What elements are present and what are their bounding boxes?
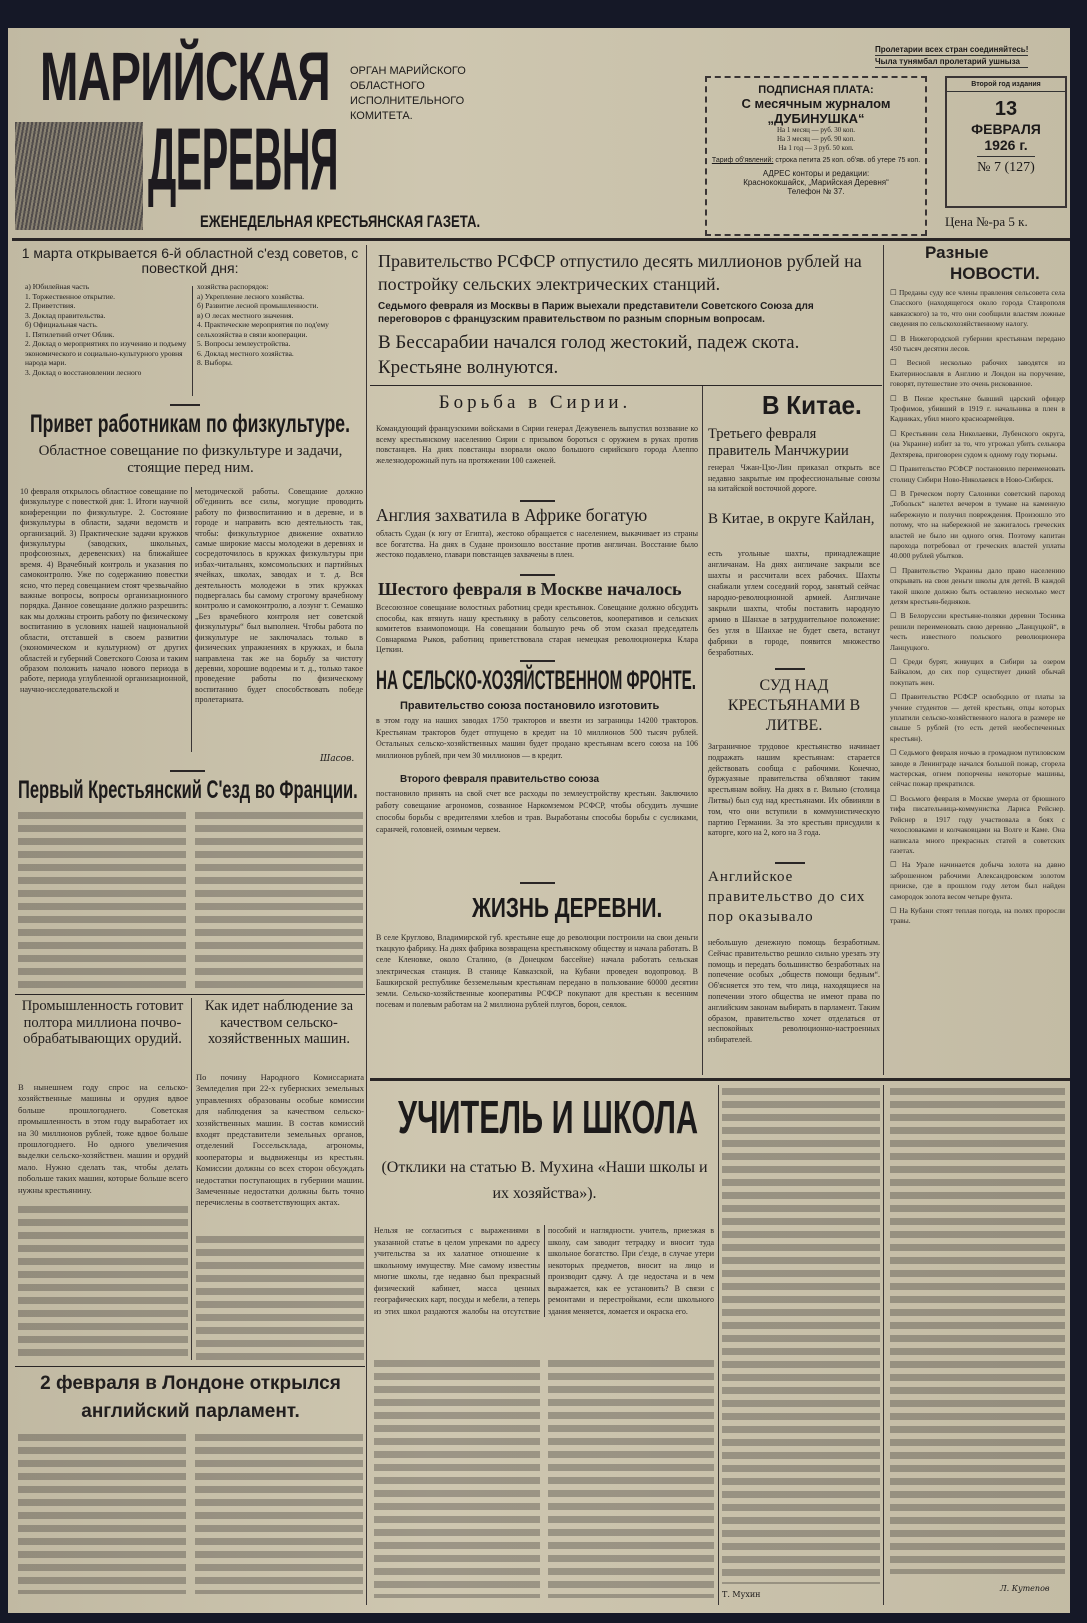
news-item: ☐ В Пензе крестьяне бывший царский офицер Трофимов, убивший в 1919 г. начальника в плен в Кадниках, убил много красноармейцев. <box>890 393 1065 424</box>
agenda-item: 4. Практические мероприятия по под'ему сельхозяйства в связи кооперации. <box>197 320 329 339</box>
ad-tariff: строка петита 25 коп. об'яв. об утере 75 коп. <box>775 157 921 164</box>
lead-headline: Правительство РСФСР отпустило десять миллионов рублей на постройку сельских электрических станций. <box>378 251 862 294</box>
masthead-illustration <box>15 122 143 230</box>
london-body <box>18 1434 186 1594</box>
masthead-divider <box>12 238 1070 241</box>
agenda-item: б) Официальная часть. <box>25 320 98 329</box>
london-headline: 2 февраля в Лондоне открылся английский парламент. <box>40 1373 341 1422</box>
divider <box>191 998 192 1360</box>
slogan <box>875 44 1028 68</box>
industry-body: В нынешнем году спрос на сельско-хозяйственные машины и орудия вдвое больше прошлогоднего. Советская промышленность в этом году выработает их на 30 миллионов рублей, тоже вдвое больше прошлогоднего. Но одного увеличения выделки сельско-хозяйствен. машин и орудий мало. Нужно сделать так, чтобы делать побольше таких машин, которые больше всего нужны крестьянину. <box>18 1082 188 1195</box>
news-item: ☐ Среди бурят, живущих в Сибири за озером Байкалом, до сих пор существует дикий обычай покупать жен. <box>890 657 1065 687</box>
address-label: АДРЕС конторы и редакции: <box>762 169 870 178</box>
rate-1-year: На 1 год — 3 руб. 50 коп. <box>778 144 854 152</box>
divider <box>520 882 555 884</box>
news-item: ☐ Крестьянин села Николаевки, Лубенского округа, (на Украине) избит за то, что угрожал убить селькора Дехтярева, приговорен судом к одному году тюрьмы. <box>890 428 1065 459</box>
france-body <box>195 812 363 988</box>
agenda-item: а) Юбилейная часть <box>25 282 90 291</box>
masthead-subtitle: ЕЖЕНЕДЕЛЬНАЯ КРЕСТЬЯНСКАЯ ГАЗЕТА. <box>200 212 481 231</box>
lithuania-body: Заграничное трудовое крестьянство начинает подражать нашим крестьянам: старается действовать сообща с рабочими. Конечно, буржуазные правительства об'являют таким крестьянам войну. На днях в г. Вильно (столица Литвы) был суд над крестьянами. Их обвиняли в том, что они вступили в коммунистическую партию Германии. За это крестьян присудили к каторге, кого на 2, кого на 3 года. <box>708 742 880 838</box>
london-body <box>195 1434 363 1594</box>
news-item: ☐ Правительство Украины дало право населению открывать на свои деньги школы для детей. В каждой такой школе должно быть оставлено несколько мест детям крестьян-бедняков. <box>890 565 1065 606</box>
masthead-title-line1: МАРИЙСКАЯ <box>40 39 330 116</box>
front-headline: НА СЕЛЬСКО-ХОЗЯЙСТВЕННОМ ФРОНТЕ. <box>376 665 697 695</box>
agenda-item: 2. Приветствия. <box>25 301 76 310</box>
news-item: ☐ В Нижегородской губернии крестьянам передано 450 тысяч десятин лесов. <box>890 333 1065 354</box>
ad-tariff-label: Тариф об'явлений: <box>711 157 774 164</box>
phone: Телефон № 37. <box>787 187 845 196</box>
news-title-2: НОВОСТИ. <box>950 264 1040 283</box>
agenda-item: 1. Торжественное открытие. <box>25 291 115 301</box>
lead-body: Седьмого февраля из Москвы в Париж выехали представители Советского Союза для переговоров с французским правительством по разным спорным вопросам. <box>378 301 814 325</box>
news-list <box>890 288 1065 931</box>
control-headline: Как идет наблюдение за качеством сельско-хозяйственных машин. <box>204 998 354 1048</box>
masthead-organ: ОРГАН МАРИЙСКОГО ОБЛАСТНОГО ИСПОЛНИТЕЛЬНОГО КОМИТЕТА. <box>350 65 466 122</box>
subscription-with-magazine: С месячным журналом <box>741 96 891 111</box>
divider <box>718 1085 719 1605</box>
front-body: в этом году на наших заводах 1750 тракторов и ввезти из заграницы 14200 тракторов. Крестьянам тракторов будет отпущено в кредит на 10 миллионов 500 тысяч рублей. Остальных сельско-хозяйственных машин будет продано крестьянам всего союза на 106 миллионов рублей, при чем 30 миллионов — в кредит. <box>376 716 698 760</box>
village-body: В селе Круглово, Владимирской губ. крестьяне еще до революции построили на свои деньги ткацкую фабрику. На днях фабрика возвращена крестьянскому обществу и начала работать. В селе Кленовке, около Сталино, (в Донецком бассейне) начала работать сельская электрическая станция. В станице Кавказской, на Кубани проведен водопровод. В Башкирской республике безземельным крестьянам передано в пользование 60000 десятин земли. Сельско-хозяйственные кооперативы РСФСР покупают для крестьян к весенним посевам и полевым работам на 2 миллиона рублей плугов, борон, сеялок. <box>376 933 698 1010</box>
divider <box>370 1078 1070 1081</box>
sport-body-left: 10 февраля открылось областное совещание по физкультуре с повесткой дня: 1. Итоги научной конференции по физкультуре. 2. Состояние физкультуры в области, задачи ведомств и организаций. 3) Практические задачи кружков физкультуры (заводских, школьных, профсоюзных, деревенских) на ближайшее время. 4) Врачебный контроль и указания по самоконтролю. Уже по содержанию повестки ясно, что перед совещанием стоят чрезвычайно важные вопросы, вопросы организационного порядка. Данное совещание должно разрешить: как мы должны строить работу по физическому воспитанию в условиях нашей национальной области, отставшей в своем развитии (экономическом и культурном) от других областей и губерний Советского Союза и таким образом положить начало нового периода в работе, периода углубленной организационной, научно-исследовательской и <box>20 487 188 694</box>
teacher-body-continued <box>722 1088 880 1584</box>
agenda-item: хозяйства распорядок: <box>197 282 269 291</box>
slogan-line1: Пролетарии всех стран соединяйтесь! <box>875 45 1029 54</box>
slogan-line2: Чыла тунямбал пролетарий ушныза <box>875 56 1028 68</box>
kailan-body: есть угольные шахты, принадлежащие англичанам. На днях англичане закрыли все шахты и рассчитали всех рабочих. Шахты снабжали углем соседний город, занятый сейчас народно-революционной армией. Англичане закрыли шахты, чтобы поставить народную армию в Шанхае в затруднительное положение: без угля в Шанхае не будет света, встанут фабрики в городе, появится множество безработных. <box>708 549 880 657</box>
teacher-body-continued <box>548 1360 714 1598</box>
divider <box>15 1366 365 1367</box>
syria-body: Командующий французскими войсками в Сирии генерал Дежувенель выпустил воззвание ко всему крестьянскому населению Сирии с призывом бороться с оружием в руках против повстанцев. На днях повстанцы взорвали около большого сирийского города Алеппо железнодорожный путь на протяжении 100 саженей. <box>376 424 698 465</box>
sport-headline: Привет работникам по физкультуре. <box>30 410 350 438</box>
issue-price: Цена №-ра 5 к. <box>945 214 1028 229</box>
agenda-item: в) О лесах местного значения. <box>197 310 294 320</box>
control-body-continued <box>196 1236 364 1360</box>
bessarabia-headline: В Бессарабии начался голод жестокий, падеж скота. Крестьяне волнуются. <box>378 332 800 378</box>
china-body: генерал Чжан-Цзо-Лин приказал открыть все недавно закрытые им профессиональные союзы на китайской восточной дороге. <box>708 463 880 493</box>
subscription-magazine: „ДУБИНУШКА“ <box>767 111 865 126</box>
france-body <box>18 812 186 988</box>
news-item: ☐ Преданы суду все члены правления сельсовета села Спасского (находящегося около города Ставрополя кавказского) за то, что они сообщили властям ложные сведения по сельскохозяйственному налогу. <box>890 288 1065 329</box>
france-headline: Первый Крестьянский С'езд во Франции. <box>18 776 358 804</box>
front-body-2: постановило принять на свой счет все расходы по землеустройству крестьян. Заключило работу совещание агрономов, созванное Наркомземом РСФСР, чтобы обсудить лучшие способы борьбы с вредителями хлебов и трав. Выработаны способы борьбы с сусликами, саранчей, головней, озимым червем. <box>376 789 698 834</box>
year-label: Второй год издания <box>947 78 1065 92</box>
front-subheadline: Правительство союза постановило изготовить <box>400 700 660 712</box>
col3-signature: Л. Кутепов <box>1000 1584 1050 1593</box>
industry-headline: Промышленность готовит полтора миллиона почво-обрабатывающих орудий. <box>21 998 184 1048</box>
news-item: ☐ В Белоруссии крестьяне-поляки деревни Тосника решили переименовать свою деревню „Ланцуцкой“, в честь известного польского революционера Ланцуцкого. <box>890 611 1065 652</box>
column-divider <box>366 245 367 1605</box>
congress-headline: 1 марта открывается 6-й областной с'езд советов, с повесткой дня: <box>21 245 359 277</box>
moscow-headline: Шестого февраля в Москве началось <box>378 579 682 599</box>
divider <box>520 574 555 576</box>
divider <box>520 500 555 502</box>
divider <box>15 994 365 995</box>
divider <box>370 385 882 386</box>
agenda-item: 1. Пятилетний отчет Облик. <box>25 329 115 339</box>
syria-headline: Борьба в Сирии. <box>438 392 632 413</box>
issue-number: № 7 (127) <box>977 160 1035 175</box>
agenda-right <box>197 282 362 368</box>
divider <box>520 660 555 662</box>
kailan-headline: В Китае, в округе Кайлан, <box>708 511 875 527</box>
address: Краснококшайск, „Марийская Деревня“ <box>743 178 889 187</box>
news-item: ☐ В Греческом порту Салоники советский пароход „Тобольск“ налетел вечером в тумане на каменную набережную и получил повреждения. Произошло это потому, что на набережной не зажигалось греческих властей не было ни одного огня. Поэтому капитан парохода потребовал от греческих властей уплаты 40.000 рублей убытков. <box>890 488 1065 561</box>
divider <box>191 487 192 752</box>
agenda-item: б) Развитие лесной промышленности. <box>197 301 319 310</box>
china-headline: В Китае. <box>762 390 862 420</box>
divider <box>775 668 805 670</box>
village-headline: ЖИЗНЬ ДЕРЕВНИ. <box>472 892 663 923</box>
subscription-title: ПОДПИСНАЯ ПЛАТА: <box>758 84 874 96</box>
agenda-item: 3. Доклад о восстановлении лесного <box>25 367 142 377</box>
rate-3-month: На 3 месяц — руб. 90 коп. <box>776 135 856 143</box>
teacher-headline: УЧИТЕЛЬ И ШКОЛА <box>398 1091 699 1143</box>
agenda-item: 5. Вопросы землеустройства. <box>197 339 291 348</box>
sport-subheadline: Областное совещание по физкультуре и задачи, стоящие перед ним. <box>38 443 343 477</box>
news-item: ☐ Седьмого февраля ночью в громадном путиловском заводе в Ленинграде начался большой пожар, сгорела мастерская, огнем попорчены некоторые машины, сейчас пожар прекратился. <box>890 748 1065 789</box>
rate-1-month: На 1 месяц — руб. 30 коп. <box>776 126 856 134</box>
england-body: область Судан (к югу от Египта), жестоко обращается с населением, выкачивает из страны все богатства. На днях в Судане произошло восстание против англичан. Восстание было жестоко подавлено, главари повстанцев захвачены в плен. <box>376 529 698 559</box>
teacher-body-right <box>890 1088 1065 1574</box>
english-gov-headline: Английское правительство до сих пор оказывало <box>708 869 866 925</box>
news-item: ☐ Правительство РСФСР освободило от платы за учение студентов — детей крестьян, отцы которых уплатили сельско-хозяйственного налога в размере не свыше 5 рублей (то есть детей необеспеченных крестьян). <box>890 692 1065 743</box>
moscow-body: Всесоюзное совещание волостных работниц среди крестьянок. Совещание должно обсудить способы, как втянуть нашу крестьянку в работу сельсоветов, кооперативов и сельских комитетов взаимопомощи. На совещании большую речь об этом сказал председатель Совнаркома Рыков, работниц приветствовала старая немецкая революционерка Клара Цеткин. <box>376 603 698 654</box>
issue-box <box>945 76 1067 208</box>
news-item: ☐ На Урале начинается добыча золота на давно заброшенном рабочими Александровском золотом прииске, где в прошлом году летом был найден самородок золота весом четыре фунта. <box>890 860 1065 901</box>
news-item: ☐ Весной несколько рабочих заводятся из Екатеринославля в Англию и Лондон на поручение, говорят, путешествие это очень рискованное. <box>890 358 1065 389</box>
column-divider <box>702 385 703 1075</box>
england-headline: Англия захватила в Африке богатую <box>376 505 648 525</box>
sport-body-right: методической работы. Совещание должно об'единить все силы, могущие проводить работу по физвоспитанию и в деревне, и в городе и направить всю деятельность так, чтобы: физкультурное движение охватило самые широкие массы молодежи в деревнях и сосредоточилось в кружках физкультуры при избах-читальнях, комсомольских и партийных ячейках, школах, заводах и т. д. Вся деятельность молодежи в этих кружках подвергалась бы самому строгому врачебному контролю и самоконтролю, а лозунг т. Семашко „Без врачебного контроля нет советской физкультуры“ был выполнен. Чтобы работа по физкультуре не заключалась только в физических упражнениях в кружках, и была направлена так же на борьбу за чистоту деревни, хорошие водоемы и т. д., только такое проведение работы по физическому воспитанию будет способствовать победе пролетариата. <box>195 487 363 705</box>
industry-body-continued <box>18 1206 188 1360</box>
agenda-item: 6. Доклад местного хозяйства. <box>197 348 294 358</box>
china-subheadline: Третьего февраля правитель Манчжурии <box>708 426 849 459</box>
column-divider <box>883 245 884 1075</box>
divider <box>170 404 200 406</box>
news-title-1: Разные <box>925 243 989 262</box>
issue-month: ФЕВРАЛЯ <box>971 121 1041 137</box>
divider <box>775 862 805 864</box>
english-gov-body: небольшую денежную помощь безработным. Сейчас правительство решило сильно урезать эту помощь и передать большинство безработных на попечение особых „обществ помощи бедным“. Об'ясняется это тем, что лица, находящиеся на попечении этого общества не имеют права по английским законам выбирать в парламент. Таким образом, правительство хочет отделаться от неспокойных революционно-настроенных избирателей. <box>708 938 880 1045</box>
teacher-body-continued <box>374 1360 540 1598</box>
divider <box>170 770 205 772</box>
masthead-title-line2: ДЕРЕВНЯ <box>148 110 339 209</box>
control-body: По почину Народного Комиссариата Земледелия при 22-х губернских земельных управлениях образованы особые комиссии для наблюдения за качеством сельско-хозяйственных машин. В состав комиссий входят представители земельных органов, отделений Госсельсклада, агрономы, кооператоры и выдвиженцы из крестьян. Комиссии должны со всех сторон обсуждать недостатки поступающих в губернии машин. Замеченные недостатки должны быть точно перечислены в соответствующих актах. <box>196 1072 364 1208</box>
agenda-item: а) Укрепление лесного хозяйства. <box>197 291 305 301</box>
agenda-item: 2. Доклад о мероприятиях по изучению и подъему экономического и социально-культурного уровня народа мари. <box>25 339 187 367</box>
agenda-divider <box>192 286 193 396</box>
front-subheadline-2: Второго февраля правительство союза <box>400 774 599 785</box>
sport-signature: Шасов. <box>320 754 355 764</box>
divider <box>883 1085 884 1605</box>
news-item: ☐ Правительство РСФСР постановило переименовать столицу Сибири Ново-Николаевск в Ново-Сибирск. <box>890 464 1065 484</box>
agenda-item: 3. Доклад правительства. <box>25 310 106 320</box>
teacher-subheadline: (Отклики на статью В. Мухина «Наши школы и их хозяйства»). <box>381 1159 708 1202</box>
lithuania-headline: СУД НАД КРЕСТЬЯНАМИ В ЛИТВЕ. <box>727 677 861 734</box>
news-item: ☐ На Кубани стоят теплая погода, на полях проросли травы. <box>890 905 1065 926</box>
teacher-signature: Т. Мухин <box>722 1590 761 1599</box>
issue-day: 13 <box>994 98 1018 120</box>
subscription-rates <box>707 126 925 153</box>
issue-year: 1926 г. <box>977 137 1035 157</box>
teacher-body: Нельзя не согласиться с выражениями в указанной статье в целом упреками по адресу учительства за их халатное отношение к школьному имуществу. Мне самому известны многие школы, где недавно был прекрасный физический кабинет, масса ценных географических карт, посуды и мебели, а теперь из этих школ раздаются жалобы на отсутствие пособий и наглядности. учитель, приезжая в школу, сам заводит тетрадку и вносит туда школьное богатство. При с'езде, в случае утери некоторых предметов, вносит на лицо и производит сдачу. А где недостача и в чем выражается, как ее установить? В связи с ремонтами и перестройками, если школьного здания меняется, ломается и окраска его. <box>374 1226 714 1316</box>
agenda-left <box>25 282 190 377</box>
news-item: ☐ Восьмого февраля в Москве умерла от брюшного тифа писательница-коммунистка Лариса Рейснер. Рейснер в 1917 году участвовала в боях с чехословаками и колчаковцами на Волге и Каме. Она написала много прекрасных статей в советских газетах. <box>890 793 1065 855</box>
agenda-item: 8. Выборы. <box>197 358 233 367</box>
subscription-box <box>705 76 927 236</box>
